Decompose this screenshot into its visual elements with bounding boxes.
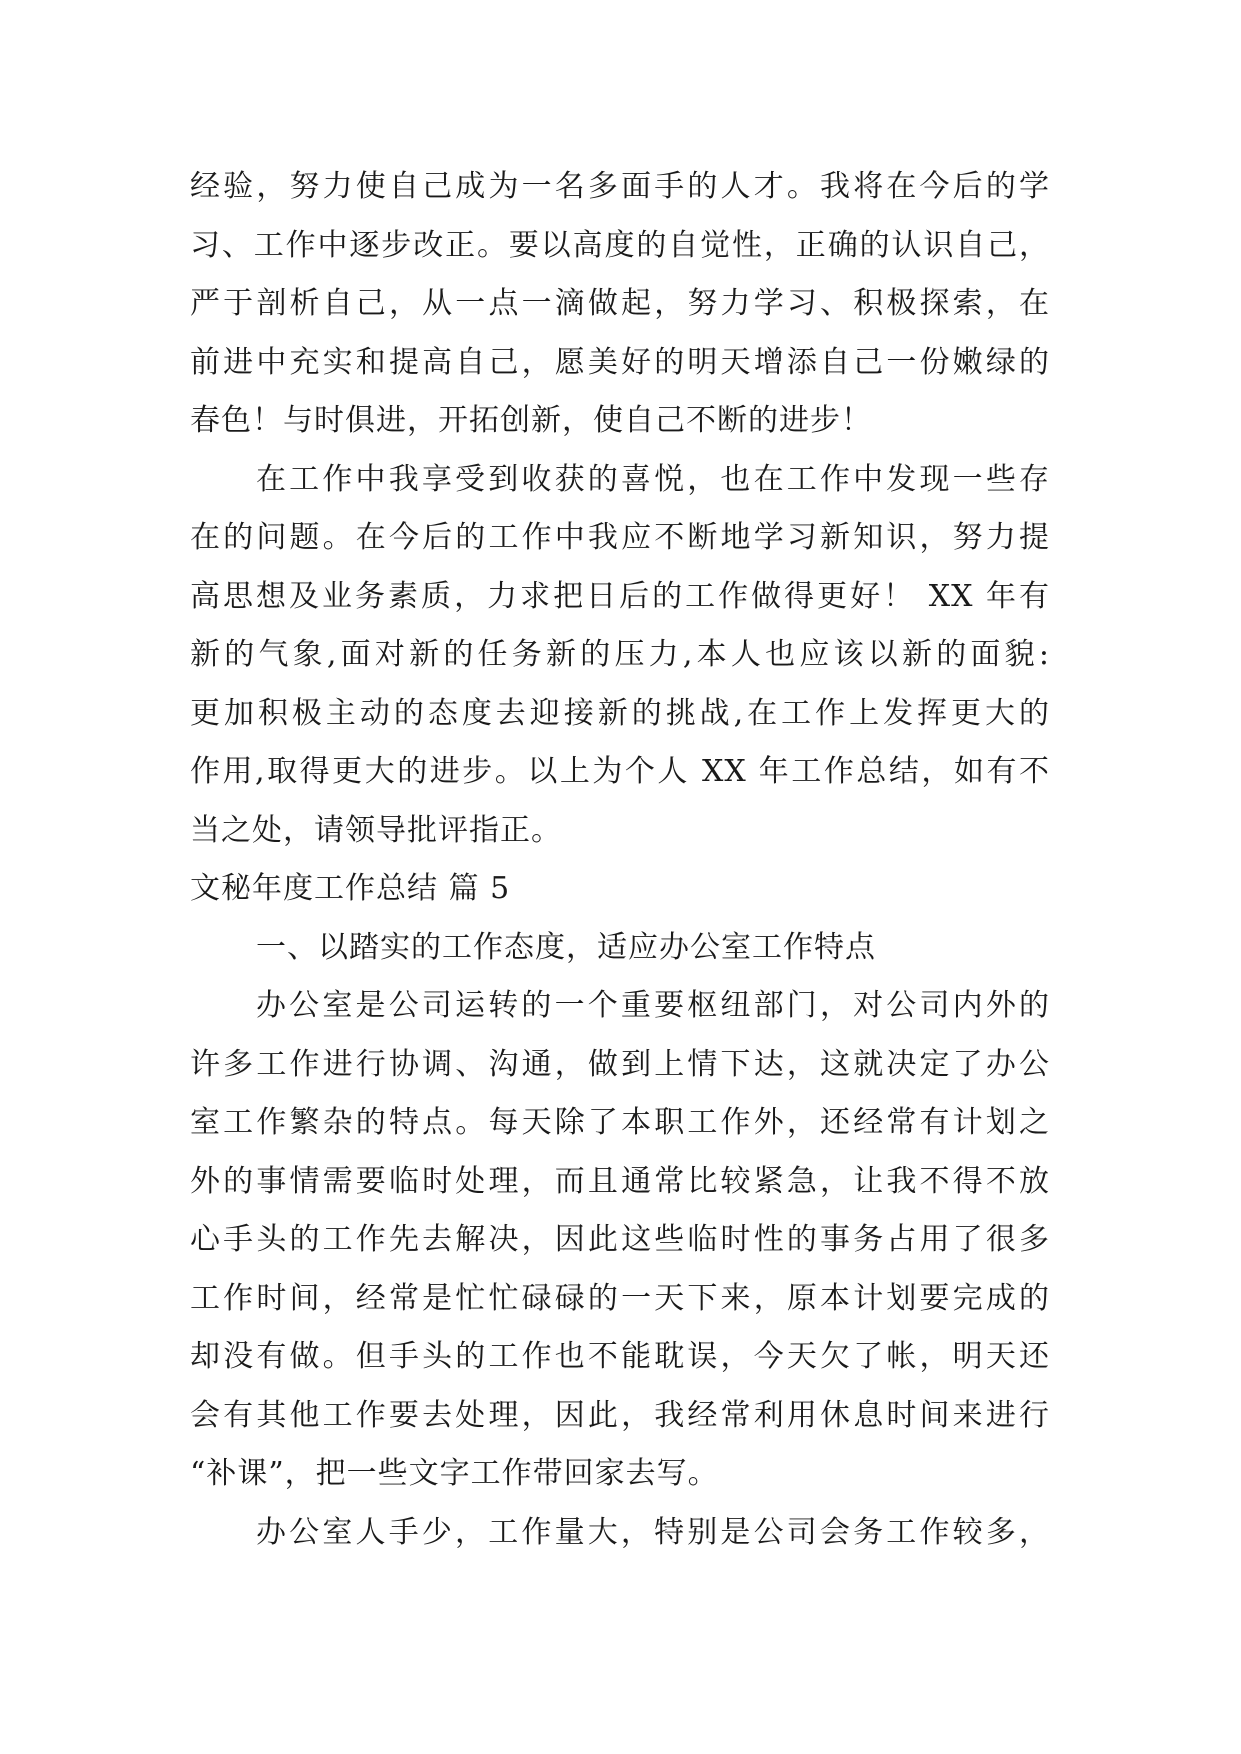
- text-line: 办公室是公司运转的一个重要枢纽部门，对公司内外的: [256, 988, 1050, 1023]
- text-line: 心手头的工作先去解决，因此这些临时性的事务占用了很多: [190, 1222, 1050, 1257]
- paragraph-2: [190, 451, 1050, 861]
- text-line: 在的问题。在今后的工作中我应不断地学习新知识，努力提: [190, 520, 1050, 555]
- text-line: “补课”，把一些文字工作带回家去写。: [190, 1456, 719, 1491]
- text-line: 许多工作进行协调、沟通，做到上情下达，这就决定了办公: [190, 1046, 1050, 1082]
- text-line: 工作时间，经常是忙忙碌碌的一天下来，原本计划要完成的: [190, 1280, 1050, 1316]
- section-title: 文秘年度工作总结 篇 5: [190, 871, 511, 906]
- text-line: 高思想及业务素质，力求把日后的工作做得更好！ XX 年有: [190, 578, 1050, 614]
- text-line: 习、工作中逐步改正。要以高度的自觉性，正确的认识自己，: [190, 227, 1050, 263]
- text-line: 作用,取得更大的进步。以上为个人 XX 年工作总结，如有不: [190, 754, 1050, 789]
- text-line: 经验，努力使自己成为一名多面手的人才。我将在今后的学: [190, 169, 1050, 204]
- text-line: 当之处，请领导批评指正。: [190, 812, 562, 848]
- paragraph-continuation: [190, 158, 1050, 451]
- text-line: 会有其他工作要去处理，因此，我经常利用休息时间来进行: [190, 1397, 1050, 1433]
- text-line: 却没有做。但手头的工作也不能耽误，今天欠了帐，明天还: [190, 1339, 1050, 1374]
- subheading: 一、以踏实的工作态度，适应办公室工作特点: [256, 929, 876, 965]
- text-line: 室工作繁杂的特点。每天除了本职工作外，还经常有计划之: [190, 1105, 1050, 1140]
- document-body: [190, 158, 1050, 1562]
- text-line: 在工作中我享受到收获的喜悦，也在工作中发现一些存: [256, 461, 1050, 497]
- paragraph-4: [190, 1504, 1050, 1563]
- text-line: 前进中充实和提高自己，愿美好的明天增添自己一份嫩绿的: [190, 344, 1050, 380]
- text-line: 办公室人手少，工作量大，特别是公司会务工作较多，: [256, 1514, 1050, 1550]
- text-line: 外的事情需要临时处理，而且通常比较紧急，让我不得不放: [190, 1163, 1050, 1199]
- text-line: 更加积极主动的态度去迎接新的挑战,在工作上发挥更大的: [190, 695, 1050, 731]
- text-line: 新的气象,面对新的任务新的压力,本人也应该以新的面貌:: [190, 637, 1050, 672]
- paragraph-3: [190, 977, 1050, 1504]
- text-line: 春色！与时俱进，开拓创新，使自己不断的进步！: [190, 403, 872, 438]
- text-line: 严于剖析自己，从一点一滴做起，努力学习、积极探索，在: [190, 286, 1050, 321]
